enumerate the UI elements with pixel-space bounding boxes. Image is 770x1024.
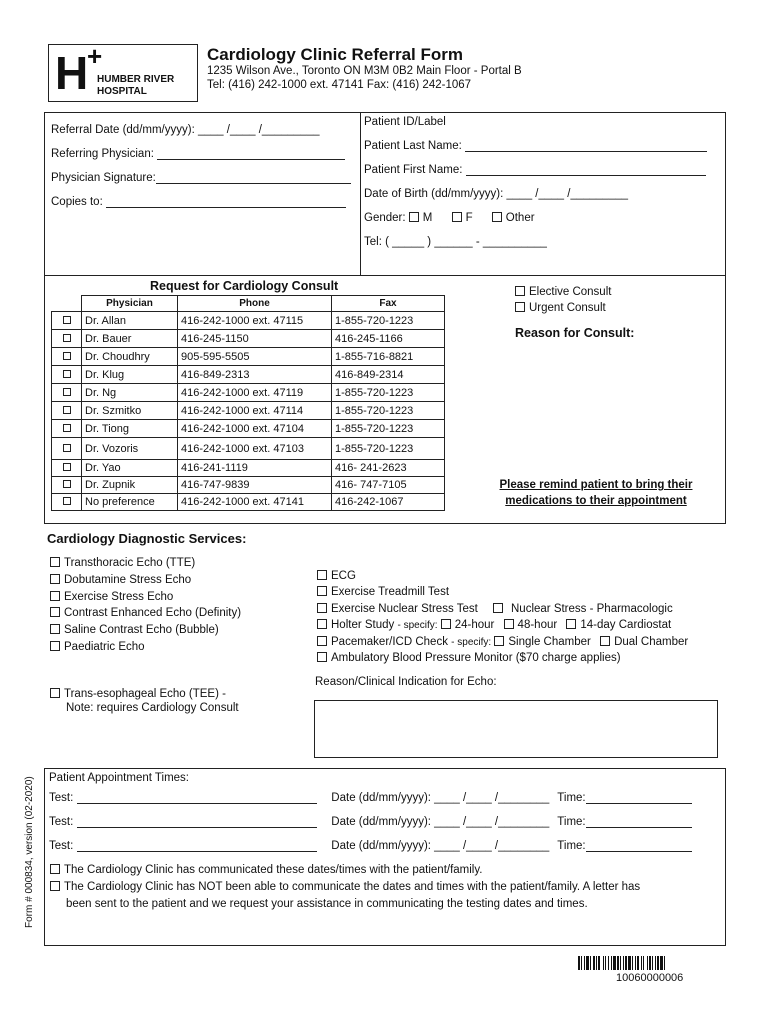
physician-checkbox[interactable]: [63, 480, 71, 488]
dual-chamber-checkbox[interactable]: [600, 636, 610, 646]
holter-48-checkbox[interactable]: [504, 619, 514, 629]
diagnostic-option[interactable]: [50, 591, 173, 603]
appointments-title: Patient Appointment Times:: [49, 772, 189, 784]
dual-chamber-label: Dual Chamber: [614, 636, 689, 648]
physician-row: [52, 384, 445, 402]
diagnostic-checkbox[interactable]: [50, 641, 60, 651]
diagnostic-checkbox[interactable]: [50, 624, 60, 634]
appointment-row: [49, 792, 692, 804]
physician-phone: 416-242-1000 ext. 47103: [178, 438, 332, 460]
appointment-time-line[interactable]: [586, 840, 692, 852]
holter-label: Holter Study: [331, 619, 395, 631]
referring-physician-label: Referring Physician:: [51, 148, 154, 160]
gender-m-checkbox[interactable]: [409, 212, 419, 222]
physician-fax: 1-855-720-1223: [332, 384, 445, 402]
ambulatory-option[interactable]: [317, 652, 621, 664]
physician-row: [52, 366, 445, 384]
physician-row-checkbox-cell[interactable]: [52, 366, 82, 384]
physician-row: [52, 312, 445, 330]
physician-fax: 1-855-720-1223: [332, 438, 445, 460]
barcode-bar: [625, 956, 627, 970]
physician-fax: 416-245-1166: [332, 330, 445, 348]
patient-first-name-field[interactable]: [364, 164, 706, 176]
physician-name: Dr. Szmitko: [82, 402, 178, 420]
diagnostic-checkbox[interactable]: [50, 557, 60, 567]
holter-checkbox[interactable]: [317, 619, 327, 629]
patient-last-name-field[interactable]: [364, 140, 707, 152]
nuclear-label: Exercise Nuclear Stress Test: [331, 603, 478, 615]
physician-fax: 416- 747-7105: [332, 477, 445, 494]
physician-phone: 905-595-5505: [178, 348, 332, 366]
treadmill-label: Exercise Treadmill Test: [331, 586, 450, 598]
diagnostic-option[interactable]: [50, 624, 219, 636]
form-number: Form # 000834, version (02-2020): [24, 776, 35, 928]
appointment-time-line[interactable]: [586, 816, 692, 828]
physician-row-checkbox-cell[interactable]: [52, 420, 82, 438]
referral-consult-divider-h: [44, 275, 726, 276]
tee-note: Note: requires Cardiology Consult: [66, 702, 239, 714]
patient-first-name-line[interactable]: [466, 164, 706, 176]
referral-date-field[interactable]: Referral Date (dd/mm/yyyy): ____ /____ /_________: [51, 124, 320, 136]
patient-last-name-line[interactable]: [465, 140, 707, 152]
appointment-test-line[interactable]: [77, 840, 317, 852]
physician-name: Dr. Klug: [82, 366, 178, 384]
physician-checkbox[interactable]: [63, 463, 71, 471]
patient-last-name-label: Patient Last Name:: [364, 140, 462, 152]
physician-signature-line[interactable]: [156, 172, 351, 184]
fax-col-header: Fax: [332, 296, 445, 312]
physician-fax: 416- 241-2623: [332, 460, 445, 477]
barcode-bar: [664, 956, 665, 970]
physician-phone: 416-242-1000 ext. 47114: [178, 402, 332, 420]
barcode: [578, 956, 726, 970]
barcode-bar: [605, 956, 606, 970]
pacemaker-label: Pacemaker/ICD Check: [331, 636, 448, 648]
physician-checkbox[interactable]: [63, 444, 71, 452]
appointment-time-line[interactable]: [586, 792, 692, 804]
physician-phone: 416-849-2313: [178, 366, 332, 384]
appointment-test-label: Test:: [49, 840, 74, 852]
appointment-time-label: Time:: [557, 816, 586, 828]
referral-patient-divider-v: [360, 112, 361, 276]
barcode-bar: [611, 956, 612, 970]
pacemaker-specify-label: - specify:: [451, 637, 492, 648]
logo: [48, 41, 198, 102]
physician-name: Dr. Tiong: [82, 420, 178, 438]
barcode-bar: [637, 956, 639, 970]
physician-row-checkbox-cell[interactable]: [52, 402, 82, 420]
physician-row: [52, 402, 445, 420]
diagnostic-checkbox[interactable]: [50, 591, 60, 601]
physician-name: Dr. Allan: [82, 312, 178, 330]
barcode-bar: [635, 956, 636, 970]
elective-consult-label: Elective Consult: [529, 286, 612, 298]
physician-fax: 1-855-716-8821: [332, 348, 445, 366]
tee-option[interactable]: [50, 688, 226, 700]
diagnostic-label: Transthoracic Echo (TTE): [64, 557, 196, 569]
physician-row: [52, 477, 445, 494]
barcode-bar: [657, 956, 659, 970]
barcode-bar: [608, 956, 609, 970]
form-title: Cardiology Clinic Referral Form: [207, 45, 463, 64]
urgent-consult-label: Urgent Consult: [529, 302, 606, 314]
logo-h-mark: H: [55, 47, 89, 99]
physician-col-checkbox: [52, 296, 82, 312]
physician-checkbox[interactable]: [63, 316, 71, 324]
logo-text-top: HUMBER RIVER: [97, 74, 175, 85]
barcode-bar: [643, 956, 644, 970]
physician-name: Dr. Vozoris: [82, 438, 178, 460]
physician-name: Dr. Bauer: [82, 330, 178, 348]
gender-field: [364, 212, 535, 224]
ecg-label: ECG: [331, 570, 356, 582]
logo-plus-mark: +: [87, 41, 103, 71]
patient-first-name-label: Patient First Name:: [364, 164, 463, 176]
barcode-bar: [613, 956, 616, 970]
physician-row: [52, 348, 445, 366]
diagnostic-checkbox[interactable]: [50, 574, 60, 584]
cardiostat-label: 14-day Cardiostat: [580, 619, 672, 631]
consult-title: Request for Cardiology Consult: [150, 279, 339, 293]
single-chamber-checkbox[interactable]: [494, 636, 504, 646]
gender-m-label: M: [422, 212, 433, 224]
diagnostic-label: Exercise Stress Echo: [64, 590, 174, 603]
copies-to-line[interactable]: [106, 196, 346, 208]
diagnostic-option[interactable]: [50, 607, 241, 619]
diagnostic-option[interactable]: [50, 557, 195, 569]
communicated-checkbox[interactable]: [50, 864, 60, 874]
physician-checkbox[interactable]: [63, 352, 71, 360]
barcode-bar: [632, 956, 633, 970]
physician-phone: 416-241-1119: [178, 460, 332, 477]
holter-24-label: 24-hour: [454, 619, 495, 631]
tee-checkbox[interactable]: [50, 688, 60, 698]
diagnostic-label: Saline Contrast Echo (Bubble): [64, 624, 219, 637]
physician-signature-label: Physician Signature:: [51, 172, 156, 184]
physician-table-body: [52, 312, 445, 511]
appointment-row: [49, 840, 692, 852]
physician-table: [51, 295, 445, 511]
physician-row-checkbox-cell[interactable]: [52, 477, 82, 494]
physician-row-checkbox-cell[interactable]: [52, 330, 82, 348]
not-communicated-option[interactable]: [50, 881, 640, 893]
physician-row-checkbox-cell[interactable]: [52, 348, 82, 366]
appointment-time-label: Time:: [557, 792, 586, 804]
referring-physician-field[interactable]: [51, 148, 345, 160]
appointment-test-label: Test:: [49, 792, 74, 804]
physician-row: [52, 420, 445, 438]
barcode-number: 10060000006: [616, 972, 684, 984]
physician-row-checkbox-cell[interactable]: [52, 384, 82, 402]
physician-phone: 416-242-1000 ext. 47115: [178, 312, 332, 330]
diagnostic-label: Contrast Enhanced Echo (Definity): [64, 607, 242, 620]
gender-f-label: F: [465, 212, 473, 224]
physician-row: [52, 438, 445, 460]
diagnostic-label: Paediatric Echo: [64, 641, 145, 653]
barcode-bar: [628, 956, 631, 970]
nuclear-checkbox[interactable]: [317, 603, 327, 613]
ecg-checkbox[interactable]: [317, 570, 327, 580]
barcode-bar: [620, 956, 621, 970]
diagnostic-checkbox[interactable]: [50, 607, 60, 617]
physician-phone: 416-242-1000 ext. 47141: [178, 494, 332, 511]
date-of-birth-field[interactable]: Date of Birth (dd/mm/yyyy): ____ /____ /_________: [364, 188, 629, 200]
physician-fax: 416-849-2314: [332, 366, 445, 384]
barcode-bar: [581, 956, 582, 970]
phone-col-header: Phone: [178, 296, 332, 312]
physician-phone: 416-747-9839: [178, 477, 332, 494]
appointment-test-label: Test:: [49, 816, 74, 828]
barcode-bar: [596, 956, 597, 970]
physician-fax: 1-855-720-1223: [332, 312, 445, 330]
logo-text-bottom: HOSPITAL: [97, 86, 147, 97]
physician-checkbox[interactable]: [63, 388, 71, 396]
not-communicated-checkbox[interactable]: [50, 881, 60, 891]
appointment-row: [49, 816, 692, 828]
physician-name: Dr. Zupnik: [82, 477, 178, 494]
physician-checkbox[interactable]: [63, 406, 71, 414]
barcode-bar: [641, 956, 642, 970]
appointment-test-line[interactable]: [77, 816, 317, 828]
ecg-option[interactable]: [317, 570, 356, 582]
physician-checkbox[interactable]: [63, 424, 71, 432]
physician-fax: 1-855-720-1223: [332, 402, 445, 420]
nuclear-option[interactable]: [317, 603, 673, 615]
physician-fax: 416-242-1067: [332, 494, 445, 511]
gender-label: Gender:: [364, 212, 406, 224]
diagnostic-option[interactable]: [50, 641, 145, 653]
ambulatory-checkbox[interactable]: [317, 652, 327, 662]
single-chamber-label: Single Chamber: [508, 636, 591, 648]
barcode-bar: [655, 956, 656, 970]
diagnostic-option[interactable]: [50, 574, 191, 586]
diagnostic-label: Dobutamine Stress Echo: [64, 573, 192, 586]
barcode-bar: [578, 956, 580, 970]
urgent-consult-checkbox[interactable]: [515, 302, 525, 312]
appointment-date-field[interactable]: Date (dd/mm/yyyy): ____ /____ /________: [331, 816, 550, 828]
treadmill-option[interactable]: [317, 586, 449, 598]
physician-signature-field[interactable]: [51, 172, 351, 184]
remind-medications-line-1: Please remind patient to bring their: [499, 479, 693, 491]
physician-fax: 1-855-720-1223: [332, 420, 445, 438]
holter-option[interactable]: [317, 619, 671, 631]
physician-checkbox[interactable]: [63, 370, 71, 378]
barcode-bar: [593, 956, 595, 970]
barcode-bar: [598, 956, 600, 970]
treadmill-checkbox[interactable]: [317, 586, 327, 596]
physician-checkbox[interactable]: [63, 497, 71, 505]
ambulatory-label: Ambulatory Blood Pressure Monitor ($70 charge applies): [331, 652, 621, 664]
indication-label: Reason/Clinical Indication for Echo:: [315, 676, 497, 688]
physician-name: Dr. Choudhry: [82, 348, 178, 366]
communicated-label: The Cardiology Clinic has communicated these dates/times with the patient/family.: [64, 864, 483, 876]
physician-row: [52, 330, 445, 348]
barcode-bar: [586, 956, 589, 970]
reason-for-consult-title: Reason for Consult:: [515, 326, 635, 340]
barcode-bar: [652, 956, 653, 970]
clinic-contact: Tel: (416) 242-1000 ext. 47141 Fax: (416) 242-1067: [207, 79, 472, 91]
barcode-bar: [647, 956, 648, 970]
elective-consult-checkbox[interactable]: [515, 286, 525, 296]
appointment-date-field[interactable]: Date (dd/mm/yyyy): ____ /____ /________: [331, 840, 550, 852]
appointment-time-label: Time:: [557, 840, 586, 852]
urgent-consult-option[interactable]: [515, 302, 606, 314]
physician-name: No preference: [82, 494, 178, 511]
not-communicated-cont: been sent to the patient and we request your assistance in communicating the testing dates and times.: [66, 898, 588, 910]
physician-name: Dr. Ng: [82, 384, 178, 402]
physician-name: Dr. Yao: [82, 460, 178, 477]
tee-label: Trans-esophageal Echo (TEE) -: [64, 688, 226, 700]
physician-col-header: Physician: [82, 296, 178, 312]
appointment-test-line[interactable]: [77, 792, 317, 804]
gender-other-checkbox[interactable]: [492, 212, 502, 222]
patient-id-label: Patient ID/Label: [364, 116, 446, 128]
patient-tel-field[interactable]: Tel: ( _____ ) ______ - __________: [364, 236, 547, 248]
physician-row: [52, 460, 445, 477]
cardiostat-checkbox[interactable]: [566, 619, 576, 629]
barcode-bar: [617, 956, 619, 970]
gender-f-checkbox[interactable]: [452, 212, 462, 222]
indication-textbox[interactable]: [314, 700, 718, 758]
remind-medications-line-2: medications to their appointment: [505, 495, 687, 507]
barcode-bar: [603, 956, 604, 970]
barcode-bar: [649, 956, 651, 970]
holter-specify-label: - specify:: [397, 620, 438, 631]
elective-consult-option[interactable]: [515, 286, 611, 298]
barcode-bar: [590, 956, 591, 970]
referring-physician-line[interactable]: [157, 148, 345, 160]
physician-row-checkbox-cell[interactable]: [52, 460, 82, 477]
copies-to-label: Copies to:: [51, 196, 103, 208]
pacemaker-option[interactable]: [317, 636, 688, 648]
holter-24-checkbox[interactable]: [441, 619, 451, 629]
physician-phone: 416-242-1000 ext. 47119: [178, 384, 332, 402]
physician-phone: 416-245-1150: [178, 330, 332, 348]
barcode-bar: [660, 956, 663, 970]
clinic-address: 1235 Wilson Ave., Toronto ON M3M 0B2 Main Floor - Portal B: [207, 65, 522, 77]
barcode-bar: [584, 956, 585, 970]
pacemaker-checkbox[interactable]: [317, 636, 327, 646]
nuclear-pharm-checkbox[interactable]: [493, 603, 503, 613]
gender-other-label: Other: [505, 212, 535, 224]
holter-48-label: 48-hour: [517, 619, 558, 631]
physician-phone: 416-242-1000 ext. 47104: [178, 420, 332, 438]
physician-checkbox[interactable]: [63, 334, 71, 342]
appointment-date-field[interactable]: Date (dd/mm/yyyy): ____ /____ /________: [331, 792, 550, 804]
physician-row: [52, 494, 445, 511]
physician-row-checkbox-cell[interactable]: [52, 312, 82, 330]
copies-to-field[interactable]: [51, 196, 346, 208]
diagnostics-title: Cardiology Diagnostic Services:: [47, 531, 247, 546]
not-communicated-label: The Cardiology Clinic has NOT been able to communicate the dates and times with the patient/family. A letter has: [64, 881, 641, 893]
physician-row-checkbox-cell[interactable]: [52, 494, 82, 511]
communicated-option[interactable]: [50, 864, 482, 876]
barcode-bar: [623, 956, 624, 970]
nuclear-pharm-label: Nuclear Stress - Pharmacologic: [511, 603, 673, 615]
physician-row-checkbox-cell[interactable]: [52, 438, 82, 460]
